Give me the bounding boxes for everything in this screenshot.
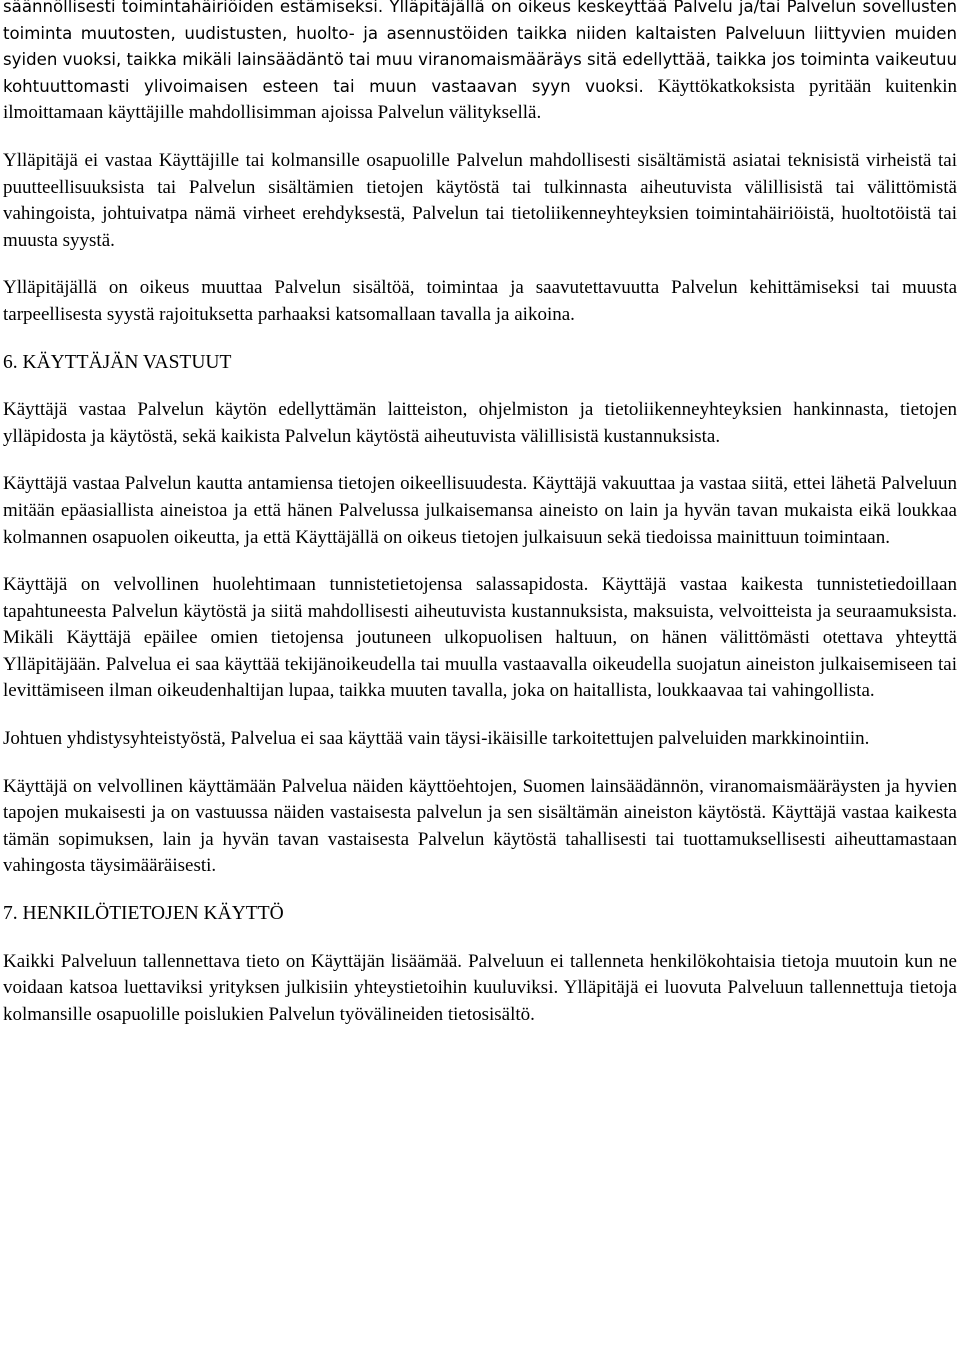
paragraph-service-interruptions	[3, 0, 957, 127]
paragraph-text: Käyttäjä vastaa Palvelun käytön edellyttämän laitteiston, ohjelmiston ja tietoliikenneyhteyksien hankinnasta, tietojen ylläpidosta ja käytöstä, sekä kaikista Palvelun käytöstä aiheutuvista välillisistä kustannuksista.	[3, 399, 957, 447]
paragraph-right-to-change	[3, 275, 957, 328]
paragraph-text: säännöllisesti toimintahäiriöiden estämiseksi. Ylläpitäjällä on oikeus keskeyttää Palvelu ja/tai Palvelun sovellusten toiminta muutosten, uudistusten, huolto- ja asennustöiden taikka niiden kaltaisten Palveluun liittyvien muiden syiden vuoksi, taikka mikäli lainsäädäntö tai muu viranomaismääräys sitä edellyttää, taikka jos toiminta vaikeutuu kohtuuttomasti ylivoimaisen esteen tai muun vastaavan syyn vuoksi.	[3, 0, 957, 96]
document-page	[3, 0, 957, 1049]
paragraph-text: Ylläpitäjä ei vastaa Käyttäjille tai kolmansille osapuolille Palvelun mahdollisesti sisältämistä asiatai teknisistä virheistä tai puutteellisuuksista tai Palvelun sisältämien tietojen käytöstä tai tulkinnasta aiheutuvista välillisistä tai välittömistä vahingoista, johtuivatpa nämä virheet erehdyksestä, Palvelun tai tietoliikenneyhteyksien toimintahäiriöistä, huoltotöistä tai muusta syystä.	[3, 149, 957, 251]
paragraph-credentials	[3, 572, 957, 705]
paragraph-text: Käyttäjä on velvollinen huolehtimaan tunnistetietojensa salassapidosta. Käyttäjä vastaa kaikesta tunnistetiedoillaan tapahtuneesta Palvelun käytöstä ja siitä mahdollisesti aiheutuvista kustannuksista, maksuista, velvoitteista ja seuraamuksista. Mikäli Käyttäjä epäilee omien tietojensa joutuneen ulkopuolisen haltuun, on hänen välittömästi otettava yhteyttä Ylläpitäjään. Palvelua ei saa käyttää tekijänoikeudella tai muulla vastaavalla oikeudella suojatun aineiston julkaisemiseen tai levittämiseen ilman oikeudenhaltijan lupaa, taikka muuten tavalla, joka on haitallista, loukkaavaa tai vahingollista.	[3, 574, 957, 702]
paragraph-text: Käyttäjä vastaa Palvelun kautta antamiensa tietojen oikeellisuudesta. Käyttäjä vakuuttaa ja vastaa siitä, ettei lähetä Palveluun mitään epäasiallista aineistoa ja että hänen Palvelussa julkaisemansa aineisto on lain ja hyvän tavan mukaista eikä loukkaa kolmannen osapuolen oikeutta, ja että Käyttäjällä on oikeus tietojen julkaisuun sekä tiedoissa mainittuun toimintaan.	[3, 473, 957, 548]
paragraph-text: Käyttökatkoksista pyritään kuitenkin ilmoittamaan käyttäjille mahdollisimman ajoissa Palvelun välityksellä.	[3, 75, 957, 124]
paragraph-text: Ylläpitäjällä on oikeus muuttaa Palvelun sisältöä, toimintaa ja saavutettavuutta Palvelun kehittämiseksi tai muusta tarpeellisesta syystä rajoituksetta parhaaksi katsomallaan tavalla ja aikoina.	[3, 277, 957, 325]
paragraph-text: Johtuen yhdistysyhteistyöstä, Palvelua ei saa käyttää vain täysi-ikäisille tarkoitettujen palveluiden markkinointiin.	[3, 728, 870, 750]
paragraph-equipment-costs	[3, 397, 957, 450]
paragraph-content-accuracy	[3, 471, 957, 551]
paragraph-text: Kaikki Palveluun tallennettava tieto on Käyttäjän lisäämää. Palveluun ei tallenneta henkilökohtaisia tietoja muutoin kun ne voidaan katsoa luettaviksi yrityksen julkisiin yhteystietoihin kuuluviksi. Ylläpitäjä ei luovuta Palveluun tallennettuja tietoja kolmansille osapuolille poislukien Palvelun työvälineiden tietosisältö.	[3, 950, 957, 1025]
paragraph-lawful-use	[3, 774, 957, 880]
paragraph-text: Käyttäjä on velvollinen käyttämään Palvelua näiden käyttöehtojen, Suomen lainsäädännön, viranomaismääräysten ja hyvien tapojen mukaisesti ja on vastuussa näiden vastaisesta palvelun ja sen sisältämän aineiston käytöstä. Käyttäjä vastaa kaikesta tämän sopimuksen, lain ja hyvän tavan vastaisesta Palvelun käytöstä tahallisesti tai tuottamuksellisesti aiheuttamastaan vahingosta täysimääräisesti.	[3, 775, 957, 877]
paragraph-data-storage	[3, 949, 957, 1029]
paragraph-adult-marketing	[3, 726, 957, 753]
section-heading-personal-data: 7. HENKILÖTIETOJEN KÄYTTÖ	[3, 903, 284, 925]
paragraph-liability-disclaimer	[3, 148, 957, 254]
section-heading-user-responsibilities: 6. KÄYTTÄJÄN VASTUUT	[3, 351, 232, 373]
